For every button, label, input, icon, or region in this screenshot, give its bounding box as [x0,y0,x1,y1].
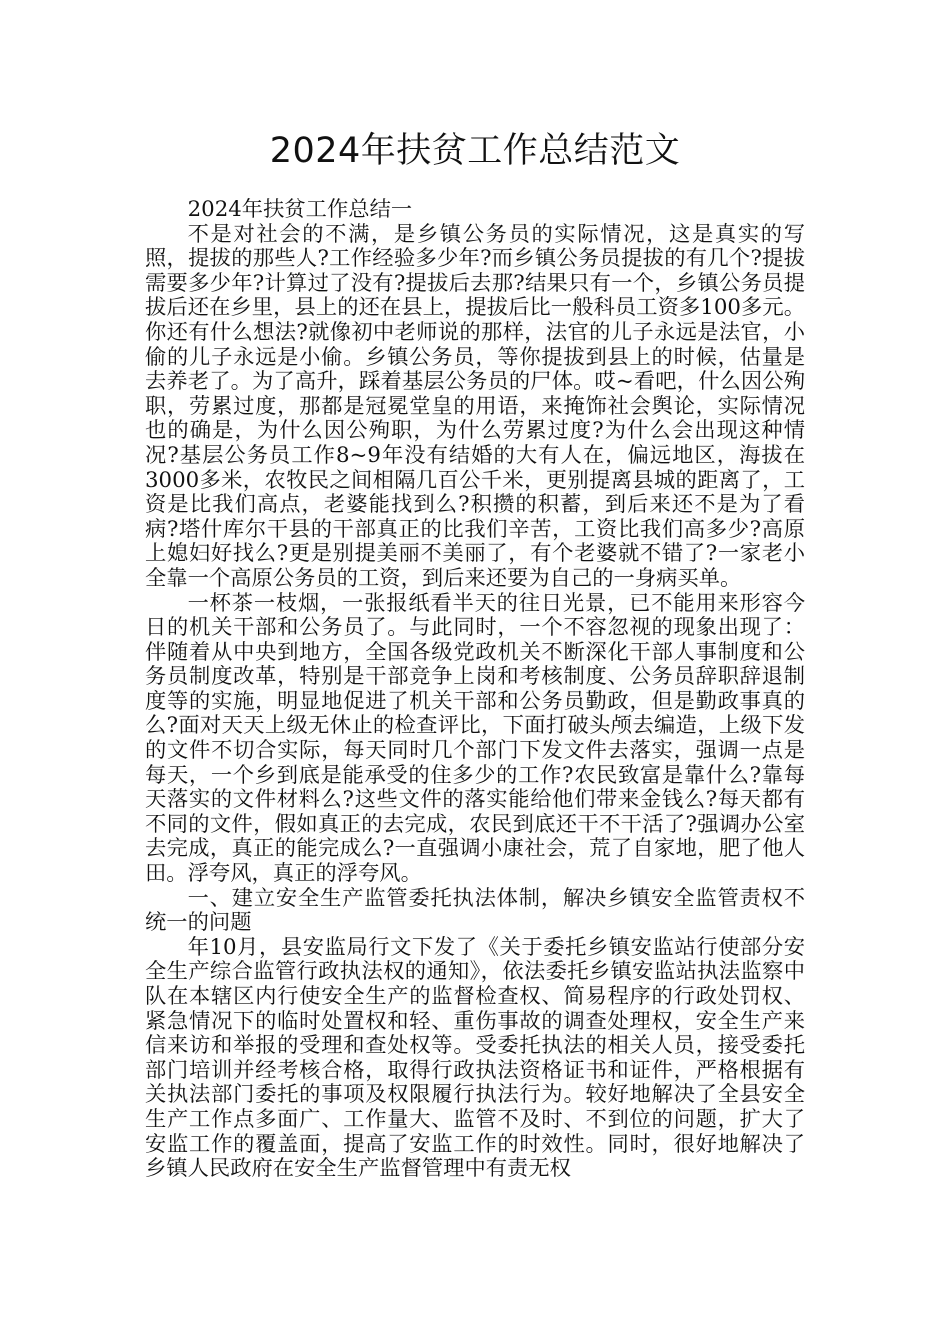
paragraph-1: 不是对社会的不满，是乡镇公务员的实际情况，这是真实的写照，提拔的那些人?工作经验多少年?而乡镇公务员提拔的有几个?提拔需要多少年?计算过了没有?提拔后去那?结果只有一个，乡镇公务员提拔后还在乡里，县上的还在县上，提拔后比一般科员工资多100多元。你还有什么想法?就像初中老师说的那样，法官的儿子永远是法官，小偷的儿子永远是小偷。乡镇公务员，等你提拔到县上的时候，估量是去养老了。为了高升，踩着基层公务员的尸体。哎~看吧，什么因公殉职，劳累过度，那都是冠冕堂皇的用语，来掩饰社会舆论，实际情况也的确是，为什么因公殉职，为什么劳累过度?为什么会出现这种情况?基层公务员工作8~9年没有结婚的大有人在，偏远地区，海拔在3000多米，农牧民之间相隔几百公千米，更别提离县城的距离了，工资是比我们高点，老婆能找到么?积攒的积蓄，到后来还不是为了看病?塔什库尔干县的干部真正的比我们辛苦，工资比我们高多少?高原上媳妇好找么?更是别提美丽不美丽了，有个老婆就不错了?一家老小全靠一个高原公务员的工资，到后来还要为自己的一身病买单。 [145,221,805,591]
section-heading: 一、建立安全生产监管委托执法体制，解决乡镇安全监管责权不统一的问题 [145,885,805,936]
page-title: 2024年扶贫工作总结范文 [269,131,681,171]
document-body [145,198,805,1182]
paragraph-2: 一杯茶一枝烟，一张报纸看半天的往日光景，已不能用来形容今日的机关干部和公务员了。与此同时，一个不容忽视的现象出现了：伴随着从中央到地方，全国各级党政机关不断深化干部人事制度和公务员制度改革，特别是干部竞争上岗和考核制度、公务员辞职辞退制度等的实施，明显地促进了机关干部和公务员勤政，但是勤政事真的么?面对天天上级无休止的检查评比，下面打破头颅去编造，上级下发的文件不切合实际，每天同时几个部门下发文件去落实，强调一点是每天，一个乡到底是能承受的住多少的工作?农民致富是靠什么?靠每天落实的文件材料么?这些文件的落实能给他们带来金钱么?每天都有不同的文件，假如真正的去完成，农民到底还干不干活了?强调办公室去完成，真正的能完成么?一直强调小康社会，荒了自家地，肥了他人田。浮夸风，真正的浮夸风。 [145,590,805,887]
paragraph-3: 年10月，县安监局行文下发了《关于委托乡镇安监站行使部分安全生产综合监管行政执法权的通知》，依法委托乡镇安监站执法监察中队在本辖区内行使安全生产的监督检查权、简易程序的行政处罚权、紧急情况下的临时处置权和轻、重伤事故的调查处理权，安全生产来信来访和举报的受理和查处权等。受委托执法的相关人员，接受委托部门培训并经考核合格，取得行政执法资格证书和证件，严格根据有关执法部门委托的事项及权限履行执法行为。较好地解决了全县安全生产工作点多面广、工作量大、监管不及时、不到位的问题，扩大了安监工作的覆盖面，提高了安监工作的时效性。同时，很好地解决了乡镇人民政府在安全生产监督管理中有责无权 [145,934,805,1182]
section-subtitle: 2024年扶贫工作总结一 [187,197,413,222]
